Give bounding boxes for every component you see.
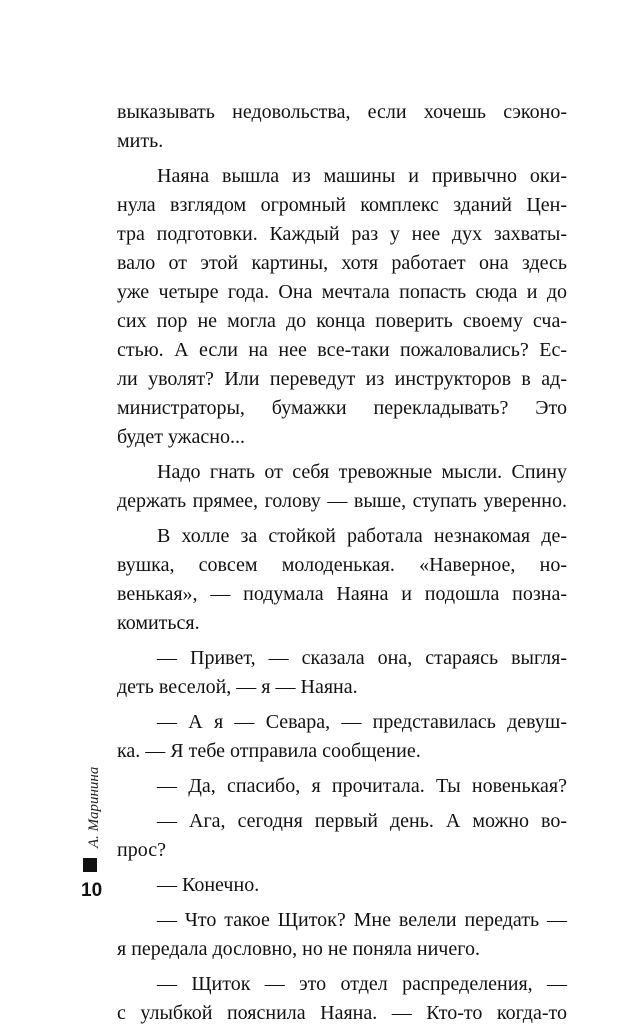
text-line: стью. А если на нее все-таки пожаловались? Ес- [117, 339, 567, 361]
text-line: комиться. [117, 612, 200, 634]
text-line: держать прямее, голову — выше, ступать уверенно. [117, 490, 567, 512]
page-marker-square [83, 858, 97, 872]
text-line: сих пор не могла до конца поверить своему сча- [117, 310, 567, 332]
text-line: тра подготовки. Каждый раз у нее дух захваты- [117, 223, 567, 245]
text-line: нула взглядом огромный комплекс зданий Цен- [117, 194, 567, 216]
text-line: — Что такое Щиток? Мне велели передать — [157, 909, 567, 931]
text-line: — Да, спасибо, я прочитала. Ты новенькая? [157, 775, 567, 797]
text-line: вушка, совсем молоденькая. «Наверное, но- [117, 554, 567, 576]
text-line: выказывать недовольства, если хочешь сэконо- [117, 101, 567, 123]
page-number: 10 [81, 880, 103, 901]
text-line: — Привет, — сказала она, стараясь выгля- [157, 647, 567, 669]
text-line: — Ага, сегодня первый день. А можно во- [157, 810, 567, 832]
text-line: министраторы, бумажки перекладывать? Это [117, 397, 567, 419]
text-line: мить. [117, 130, 164, 152]
text-line: — А я — Севара, — представилась девуш- [157, 711, 567, 733]
text-line: я передала дословно, но не поняла ничего. [117, 938, 480, 960]
text-line: Наяна вышла из машины и привычно оки- [157, 165, 567, 187]
text-line: с улыбкой пояснила Наяна. — Кто-то когда-то [117, 1002, 567, 1024]
text-line: вало от этой картины, хотя работает она здесь [117, 252, 567, 274]
text-line: Надо гнать от себя тревожные мысли. Спину [157, 461, 567, 483]
text-line: прос? [117, 839, 166, 861]
text-line: — Щиток — это отдел распределения, — [157, 973, 567, 995]
text-line: — Конечно. [157, 874, 260, 896]
text-line: будет ужасно... [117, 426, 245, 448]
text-line: ли уволят? Или переведут из инструкторов в ад- [117, 368, 567, 390]
text-line: деть веселой, — я — Наяна. [117, 676, 358, 698]
running-head-author: А. Маринина [86, 766, 102, 848]
text-line: В холле за стойкой работала незнакомая де- [157, 525, 567, 547]
text-line: венькая», — подумала Наяна и подошла позна- [117, 583, 567, 605]
text-line: ка. — Я тебе отправила сообщение. [117, 740, 421, 762]
text-line: уже четыре года. Она мечтала попасть сюда и до [117, 281, 567, 303]
